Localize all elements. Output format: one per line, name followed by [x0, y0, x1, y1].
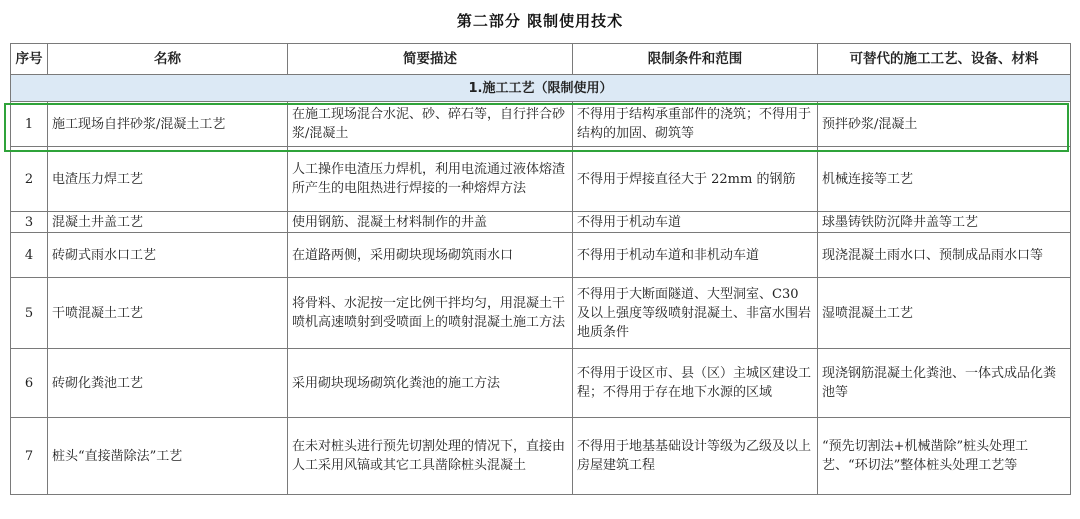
row-desc: 在施工现场混合水泥、砂、碎石等，自行拌合砂浆/混凝土	[288, 102, 573, 147]
page-title: 第二部分 限制使用技术	[456, 12, 624, 30]
header-name: 名称	[48, 44, 288, 75]
header-row	[11, 44, 1071, 75]
row-alt: 预拌砂浆/混凝土	[818, 102, 1071, 147]
header-no: 序号	[11, 44, 48, 75]
row-no: 6	[11, 349, 48, 418]
restricted-tech-table	[10, 43, 1071, 495]
header-desc: 简要描述	[288, 44, 573, 75]
row-name: 混凝土井盖工艺	[48, 212, 288, 233]
row-limit: 不得用于机动车道	[573, 212, 818, 233]
row-alt: 球墨铸铁防沉降井盖等工艺	[818, 212, 1071, 233]
table-row	[11, 233, 1071, 278]
row-limit: 不得用于设区市、县（区）主城区建设工程；不得用于存在地下水源的区域	[573, 349, 818, 418]
restricted-tech-table-wrapper	[10, 43, 1070, 495]
row-desc: 将骨料、水泥按一定比例干拌均匀，用混凝土干喷机高速喷射到受喷面上的喷射混凝土施工方法	[288, 278, 573, 349]
row-desc: 使用钢筋、混凝土材料制作的井盖	[288, 212, 573, 233]
table-row	[11, 102, 1071, 147]
row-desc: 在道路两侧，采用砌块现场砌筑雨水口	[288, 233, 573, 278]
row-no: 3	[11, 212, 48, 233]
row-alt: “预先切割法+机械凿除”桩头处理工艺、“环切法”整体桩头处理工艺等	[818, 418, 1071, 495]
row-alt: 湿喷混凝土工艺	[818, 278, 1071, 349]
row-name: 电渣压力焊工艺	[48, 147, 288, 212]
row-alt: 机械连接等工艺	[818, 147, 1071, 212]
section-row	[11, 75, 1071, 102]
row-limit: 不得用于地基基础设计等级为乙级及以上房屋建筑工程	[573, 418, 818, 495]
row-no: 5	[11, 278, 48, 349]
row-limit: 不得用于焊接直径大于 22mm 的钢筋	[573, 147, 818, 212]
row-desc: 采用砌块现场砌筑化粪池的施工方法	[288, 349, 573, 418]
row-no: 1	[11, 102, 48, 147]
row-name: 干喷混凝土工艺	[48, 278, 288, 349]
row-name: 砖砌化粪池工艺	[48, 349, 288, 418]
table-row	[11, 147, 1071, 212]
section-title: 1.施工工艺（限制使用）	[11, 75, 1071, 102]
row-limit: 不得用于大断面隧道、大型洞室、C30 及以上强度等级喷射混凝土、非富水围岩地质条件	[573, 278, 818, 349]
row-limit: 不得用于机动车道和非机动车道	[573, 233, 818, 278]
row-alt: 现浇混凝土雨水口、预制成品雨水口等	[818, 233, 1071, 278]
header-limit: 限制条件和范围	[573, 44, 818, 75]
row-no: 7	[11, 418, 48, 495]
table-row	[11, 418, 1071, 495]
table-row	[11, 278, 1071, 349]
row-desc: 在未对桩头进行预先切割处理的情况下，直接由人工采用风镐或其它工具凿除桩头混凝土	[288, 418, 573, 495]
row-name: 桩头“直接凿除法”工艺	[48, 418, 288, 495]
header-alt: 可替代的施工工艺、设备、材料	[818, 44, 1071, 75]
row-alt: 现浇钢筋混凝土化粪池、一体式成品化粪池等	[818, 349, 1071, 418]
row-no: 2	[11, 147, 48, 212]
table-row	[11, 349, 1071, 418]
table-row	[11, 212, 1071, 233]
row-name: 施工现场自拌砂浆/混凝土工艺	[48, 102, 288, 147]
row-desc: 人工操作电渣压力焊机，利用电流通过液体熔渣所产生的电阻热进行焊接的一种熔焊方法	[288, 147, 573, 212]
row-no: 4	[11, 233, 48, 278]
row-limit: 不得用于结构承重部件的浇筑；不得用于结构的加固、砌筑等	[573, 102, 818, 147]
row-name: 砖砌式雨水口工艺	[48, 233, 288, 278]
